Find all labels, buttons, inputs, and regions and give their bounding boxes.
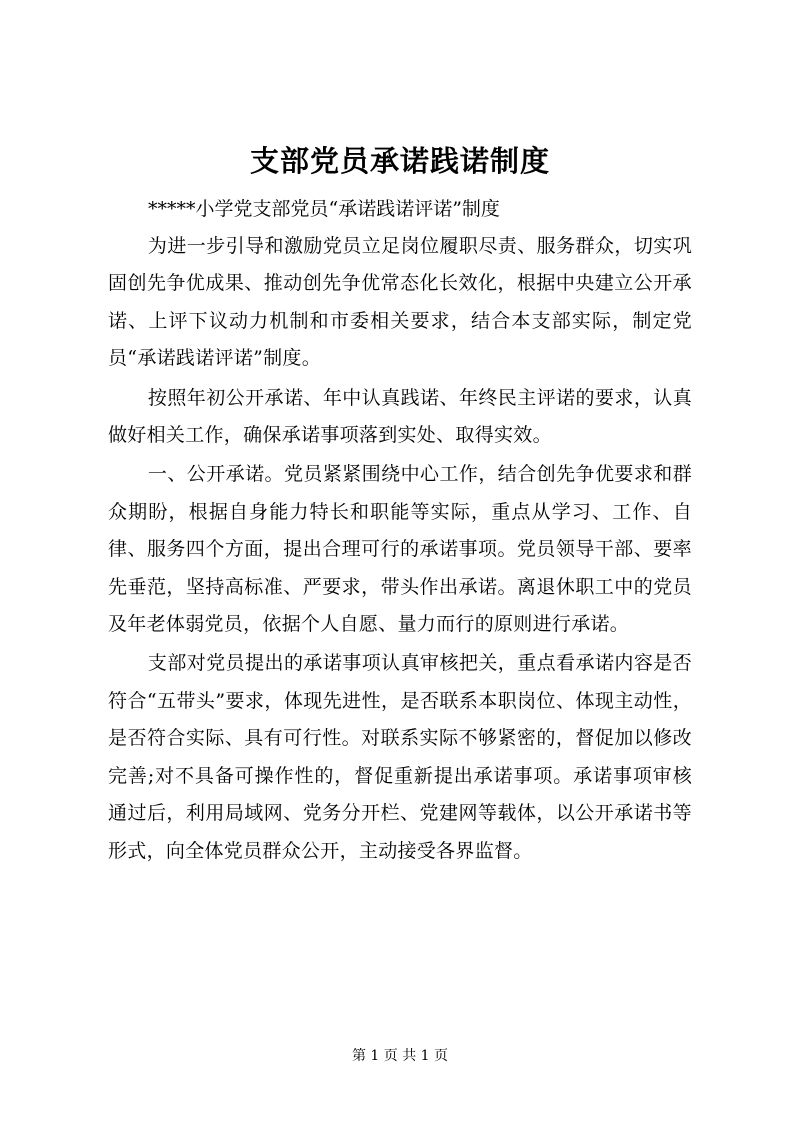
paragraph-requirements: 按照年初公开承诺、年中认真践诺、年终民主评诺的要求，认真做好相关工作，确保承诺事项落到实处、取得实效。: [108, 386, 692, 447]
page-title: 支部党员承诺践诺制度: [249, 144, 550, 178]
paragraph-intro: 为进一步引导和激励党员立足岗位履职尽责、服务群众，切实巩固创先争优成果、推动创先争优常态化长效化，根据中央建立公开承诺、上评下议动力机制和市委相关要求，结合本支部实际，制定党员“承诺践诺评诺”制度。: [108, 235, 692, 370]
paragraph-review: 支部对党员提出的承诺事项认真审核把关，重点看承诺内容是否符合“五带头”要求，体现先进性，是否联系本职岗位、体现主动性，是否符合实际、具有可行性。对联系实际不够紧密的，督促加以修改完善;对不具备可操作性的，督促重新提出承诺事项。承诺事项审核通过后，利用局域网、党务分开栏、党建网等载体，以公开承诺书等形式，向全体党员群众公开，主动接受各界监督。: [108, 652, 692, 862]
document-subtitle: *****小学党支部党员“承诺践诺评诺”制度: [148, 198, 500, 220]
paragraph-public-commitment: 一、公开承诺。党员紧紧围绕中心工作，结合创先争优要求和群众期盼，根据自身能力特长和职能等实际，重点从学习、工作、自律、服务四个方面，提出合理可行的承诺事项。党员领导干部、要率先垂范，坚持高标准、严要求，带头作出承诺。离退休职工中的党员及年老体弱党员，依据个人自愿、量力而行的原则进行承诺。: [108, 463, 692, 636]
page-footer: 第 1 页 共 1 页: [351, 1048, 449, 1064]
document-body: [108, 228, 692, 872]
